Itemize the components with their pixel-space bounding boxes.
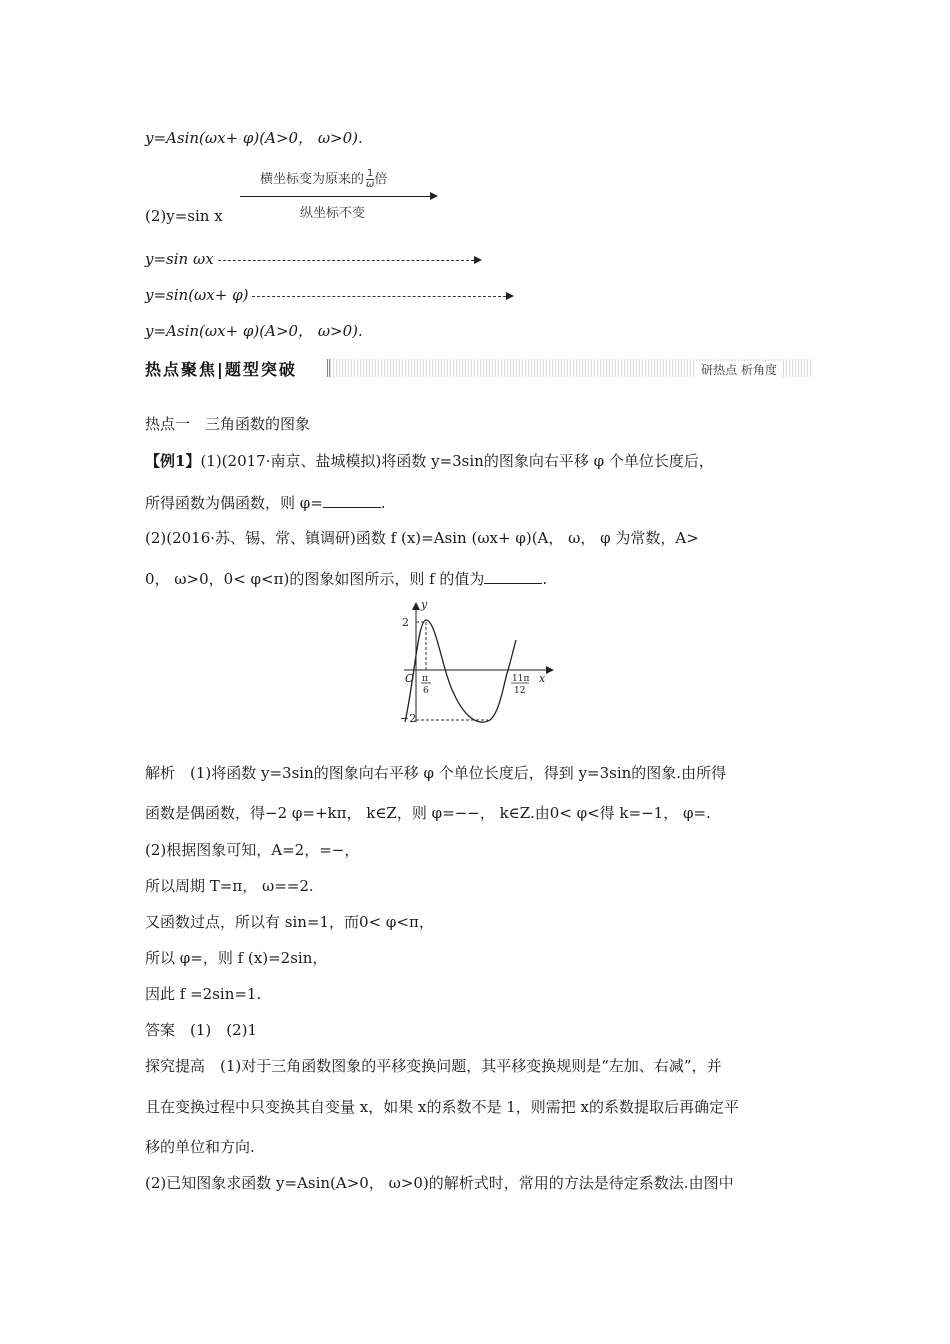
banner-tag: 研热点 析角度 [695, 361, 783, 379]
origin-label: O [405, 672, 415, 685]
arrow-top-suffix: 倍 [374, 172, 388, 187]
formula-line-1: y=Asin(ωx+ φ)(A>0， ω>0). [145, 129, 363, 147]
solution-line-2: 函数是偶函数，得−2 φ=+kπ， k∈Z，则 φ=−−， k∈Z.由0< φ<得 k=−1， φ=. [145, 804, 711, 822]
dashed-arrow-head-icon [506, 292, 514, 300]
dashed-arrow-line [252, 296, 506, 297]
insight-line-4: (2)已知图象求函数 y=Asin(A>0， ω>0)的解析式时，常用的方法是待定系数法.由图中 [145, 1174, 734, 1192]
example-line-4 [145, 569, 547, 589]
solution-line-4: 所以周期 T=π， ω==2. [145, 877, 314, 895]
y-axis-arrow-icon [412, 602, 420, 610]
answer-blank-1 [323, 493, 381, 508]
x-axis-arrow-icon [546, 666, 554, 674]
example-text-1: (1)(2017·南京、盐城模拟)将函数 y=3sin的图象向右平移 φ 个单位长度后， [200, 452, 714, 470]
dashed-arrow-line [218, 260, 474, 261]
formula-line-4 [145, 285, 514, 305]
x-tick-2-denominator: 12 [514, 686, 526, 696]
arrow-shaft [240, 196, 432, 197]
solution-line-7: 因此 f =2sin=1. [145, 985, 262, 1003]
arrow-top-label [260, 168, 387, 190]
example-label: 【例1】 [145, 452, 201, 470]
insight-line-1: 探究提高 (1)对于三角函数图象的平移变换问题，其平移变换规则是“左加、右减”，并 [145, 1057, 722, 1075]
x-tick-1-numerator: π [422, 674, 428, 684]
arrow-head-icon [430, 192, 438, 200]
formula-line-4-text: y=sin(ωx+ φ) [145, 286, 249, 304]
insight-line-2: 且在变换过程中只变换其自变量 x，如果 x的系数不是 1，则需把 x的系数提取后再确定平 [145, 1098, 739, 1116]
y-axis-label: y [421, 602, 428, 611]
answer-blank-2 [484, 569, 542, 584]
fraction-denominator: ω [366, 179, 375, 190]
arrow-top-text: 横坐标变为原来的 [260, 172, 365, 187]
solution-line-6: 所以 φ=，则 f (x)=2sin， [145, 949, 328, 967]
sine-graph [400, 602, 560, 727]
solution-line-3: (2)根据图象可知，A=2，=−， [145, 841, 360, 859]
example-text-4: 0， ω>0，0< φ<π)的图象如图所示，则 f 的值为 [145, 570, 485, 588]
example-text-2-end: . [380, 494, 386, 512]
insight-line-3: 移的单位和方向. [145, 1138, 255, 1156]
solution-line-5: 又函数过点，所以有 sin=1，而0< φ<π， [145, 913, 434, 931]
banner-bar [327, 359, 813, 377]
y-max-label: 2 [402, 616, 409, 629]
example-text-4-end: . [542, 570, 548, 588]
formula-line-5: y=Asin(ωx+ φ)(A>0， ω>0). [145, 322, 363, 340]
example-text-2: 所得函数为偶函数，则 φ= [145, 494, 323, 512]
formula-line-3-text: y=sin ωx [145, 250, 214, 268]
y-min-label: −2 [400, 712, 417, 725]
formula-line-3 [145, 249, 482, 269]
hotspot-title: 热点一 三角函数的图象 [145, 415, 311, 433]
x-axis-label: x [539, 672, 546, 685]
sine-curve [405, 620, 516, 722]
example-line-2 [145, 493, 386, 513]
transform-arrow [240, 160, 440, 220]
example-line-3: (2)(2016·苏、锡、常、镇调研)函数 f (x)=Asin (ωx+ φ)(A， ω， φ 为常数，A> [145, 529, 699, 547]
x-tick-1-denominator: 6 [423, 686, 429, 696]
arrow-bottom-label: 纵坐标不变 [300, 206, 366, 221]
formula-line-2: (2)y=sin x [145, 207, 223, 225]
dashed-arrow-head-icon [474, 256, 482, 264]
fraction-numerator: 1 [367, 168, 374, 179]
example-line-1 [145, 451, 714, 471]
section-banner [145, 357, 813, 379]
x-tick-2-numerator: 11π [512, 674, 530, 684]
answer-line: 答案 (1) (2)1 [145, 1021, 258, 1039]
solution-line-1: 解析 (1)将函数 y=3sin的图象向右平移 φ 个单位长度后，得到 y=3sin的图象.由所得 [145, 764, 727, 782]
banner-title: 热点聚焦|题型突破 [145, 359, 297, 379]
